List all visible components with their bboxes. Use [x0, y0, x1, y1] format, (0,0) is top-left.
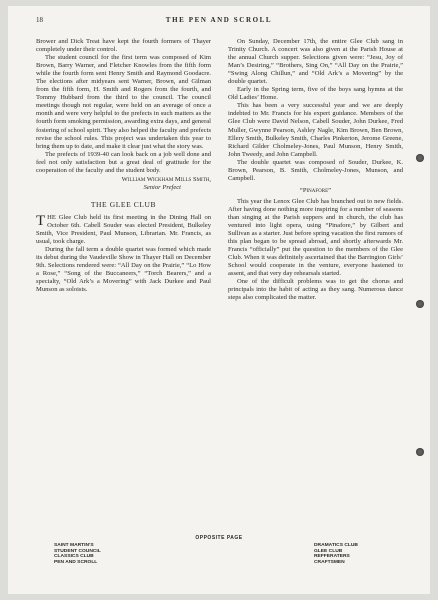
- paragraph: This has been a very successful year and we are deeply indebted to Mr. Francis for his expert guidance. Members of the Glee Club were David Nelson, Cabell Souder, John Durkee, Fred Muller, Gwynne Pearson, Ashley Nagle, Kim Brown, Ben Brown, Ellery Smith, Bulkeley Smith, Charles Pinkerton, Jerome Greene, Richard Gilder Cholmeley-Jones, Paul Munson, Henry Smith, John Tweedy, and John Campbell.: [228, 102, 403, 158]
- signature-title: Senior Prefect: [143, 183, 181, 191]
- footer-item: SAINT MARTIN’S: [54, 543, 94, 548]
- binder-hole: [416, 154, 424, 162]
- footer-right-list: [314, 543, 358, 565]
- left-column: [36, 38, 211, 294]
- section-heading-glee-club: THE GLEE CLUB: [90, 199, 157, 209]
- magazine-title: THE PEN AND SCROLL: [165, 16, 273, 24]
- footer-left-list: [54, 543, 101, 565]
- footer-item: STUDENT COUNCIL: [54, 548, 101, 554]
- footer-item: REFFERATERS: [314, 554, 350, 560]
- binder-hole: [416, 300, 424, 308]
- page-footer: [36, 536, 402, 584]
- paragraph: One of the difficult problems was to get the chorus and principals into the habit of acting as they sang. Numerous dance steps also complicated the matter.: [228, 278, 403, 302]
- paragraph: Brower and Dick Treat have kept the fourth formers of Thayer completely under their control.: [36, 38, 211, 54]
- magazine-page: [8, 6, 430, 594]
- footer-item: PEN AND SCROLL: [54, 559, 98, 565]
- section-heading-pinafore: “Pinafore”: [299, 186, 332, 194]
- signature-name: William Wickham Mills Smith,: [121, 175, 211, 183]
- paragraph: The prefects of 1939-40 can look back on a job well done and feel not only satisfaction but a great deal of gratitude for the cooperation of the faculty and the student body.: [36, 150, 211, 174]
- footer-item: CLASSICS CLUB: [54, 554, 94, 560]
- right-column: [228, 38, 403, 303]
- drop-cap: T: [36, 212, 46, 229]
- paragraph: During the fall term a double quartet was formed which made its debut during the Vaudeville Show in Thayer Hall on December 9th. Selections rendered were: “All Day on the Prairie,” “Lo How a Rose,” “Song of the Buccaneers,” “Torch Bearers,” and a specialty, “Old Ark’s a Movering” with Jack Durkee and Paul Munson as soloists.: [36, 246, 211, 294]
- footer-heading: OPPOSITE PAGE: [195, 535, 243, 541]
- page-header: [36, 16, 402, 28]
- paragraph: On Sunday, December 17th, the entire Glee Club sang in Trinity Church. A concert was also given at the Parish House at the annual Church supper. Selections given were: “Jesu, Joy of Man’s Desiring,” “Brothers, Sing On,” “All Day on the Prairie,” “Swing Along Chillun,” and “Old Ark’s a Movering” by the double quartet.: [228, 38, 403, 86]
- paragraph: [36, 214, 211, 246]
- paragraph: The double quartet was composed of Souder, Durkee, K. Brown, Pearson, B. Smith, Cholmeley-Jones, Munson, and Campbell.: [228, 158, 403, 182]
- page-number: 18: [36, 16, 43, 24]
- footer-item: GLEE CLUB: [314, 548, 343, 554]
- paragraph: The student council for the first term was composed of Kim Brown, Barry Warner, and Fletcher Knowles from the fifth form while the fourth form sent Henry Smith and Raymond Goodacre. The elections after midyears sent Warner, Brown, and Gilman from the fifth form, H. Smith and Rogers from the fourth, and Tommy Hubbard from the third to the council. The council meetings though not regular, were held on an average of once a month and were very helpful to the prefects in such matters as the fourth form smoking permission, awarding extra days, and general fostering of school spirit. They also helped the faculty and prefects revise the school rules. This project was undertaken this year to bring them up to date, and make it clear just what the story was.: [36, 54, 211, 150]
- paragraph-text: HE Glee Club held its first meeting in the Dining Hall on October 6th. Cabell Souder was elected President, Bulkeley Smith, Vice President, Paul Munson, Librarian. Mr. Francis, as usual, took charge.: [36, 213, 211, 246]
- footer-item: DRAMATICS CLUB: [314, 543, 358, 548]
- paragraph: This year the Lenox Glee Club has branched out to new fields. After having done nothing more inspiring for a number of seasons than singing at the Parish suppers and in church, the club has ventured into light opera, using “Pinafore,” by Gilbert and Sullivan as a starter. Just before spring vacation the first rumors of this plan began to be spread abroad, and shortly afterwards Mr. Francis “officially” put the question to the members of the Glee Club. When it was definitely ascertained that the Barrington Girls’ School would cooperate in the venture, everyone hastened to assent, and that very day rehearsals started.: [228, 197, 403, 278]
- paragraph: Early in the Spring term, five of the boys sang hymns at the Old Ladies’ Home.: [228, 86, 403, 102]
- footer-item: CRAFTSMEN: [314, 559, 345, 565]
- binder-hole: [416, 448, 424, 456]
